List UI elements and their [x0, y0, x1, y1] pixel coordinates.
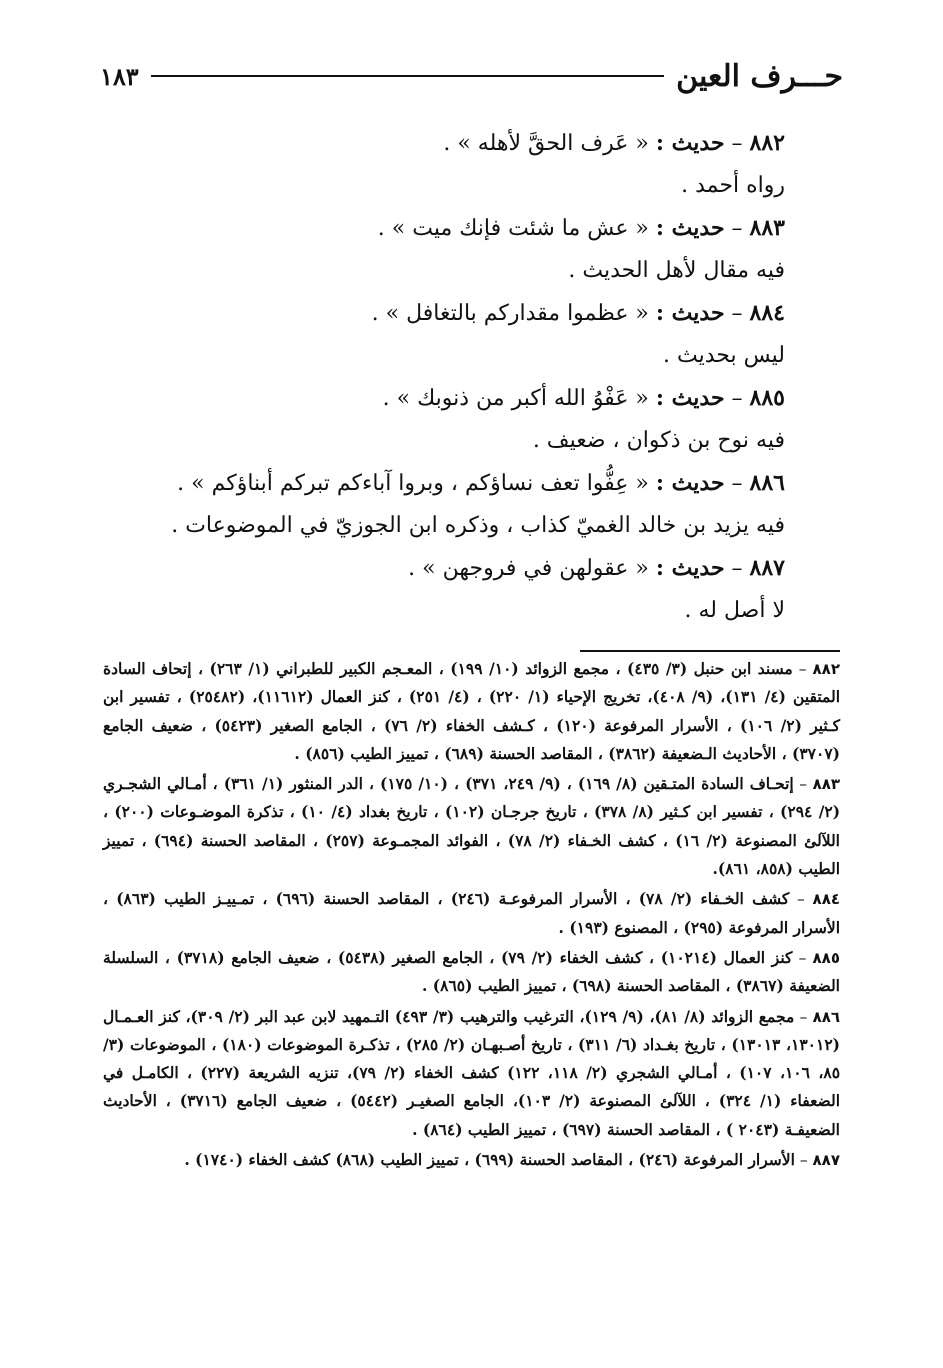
footnote: ٨٨٦ – مجمع الزوائد (٨/ ٨١)، (٩/ ١٢٩)، الترغيب والترهيب (٣/ ٤٩٣) التـمهيد لابن عبد البر (٢/ ٣٠٩)، كنز العـمـال (١٣٠١٢، ١٣٠١٣) ، تاريخ بغـداد (٦/ ٣١١) ، تاريخ أصـبهـان (٢/ ٢٨٥) ، تذكـرة الموضوعات (١٨٠) ، الموضوعات (٣/ ٨٥، ١٠٦، ١٠٧) ، أمـالي الشجري (٢/ ١١٨، ١٢٢) كشف الخفاء (٢/ ٧٩)، تنزيه الشريعة (٢٢٧) ، الكامـل في الضعفاء (١/ ٣٢٤) ، اللآلئ المصنوعة (٢/ ١٠٣)، الجامع الصغيـر (٥٤٤٢) ، ضعيف الجامع (٣٧١٦) ، الأحاديث الضعيفـة (٢٠٤٣ ) ، المقاصد الحسنة (٦٩٧) ، تمييز الطيب (٨٦٤) . — [103, 1006, 841, 1139]
entry-text: فيه يزيد بن خالد الغميّ كذاب ، وذكره ابن الجوزيّ في الموضوعات . — [171, 512, 785, 538]
entry-label: حديث : — [655, 300, 725, 326]
header-rule — [151, 75, 664, 77]
footnote: ٨٨٥ – كنز العمال (١٠٢١٤) ، كشف الخفاء (٢/ ٧٩) ، الجامع الصغير (٥٤٣٨) ، ضعيف الجامع (٣٧١٨) ، السلسلة الضعيفة (٣٨٦٧) ، المقاصد الحسنة (٦٩٨) ، تمييز الطيب (٨٦٥) . — [103, 947, 840, 996]
hadith-entries — [140, 122, 785, 632]
footnote-number: ٨٨٣ — [812, 775, 841, 794]
footnote: ٨٨٣ – إتحـاف السادة المتـقين (٨/ ١٦٩) ، (٩/ ٢٤٩، ٣٧١) ، (١٠/ ١٧٥) ، الدر المنثور (١/ ٣٦١) ، أمـالي الشجـري (٢/ ٢٩٤) ، تفسير ابن كـثير (٨/ ٣٧٨) ، تاريخ جرجـان (١٠٢) ، تاريخ بغداد (٤/ ١٠) ، تذكرة الموضـوعات (٢٠٠) ، اللآلئ المصنوعة (٢/ ١٦) ، كشف الخـفاء (٢/ ٧٨) ، الفوائد المجمـوعة (٢٥٧) ، المقاصد الحسنة (٦٩٤) ، تمييز الطيب (٨٥٨، ٨٦١). — [103, 774, 841, 879]
chapter-title: حـــرف العين — [676, 58, 843, 94]
entry-line: ٨٨٥ – حديث : « عَفْوُ الله أكبر من ذنوبك » . — [382, 385, 785, 411]
page-number: ١٨٣ — [100, 61, 139, 91]
entry-line: ٨٨٦ – حديث : « عِفُّوا تعف نساؤكم ، وبروا آباءكم تبركم أبناؤكم » . — [177, 470, 785, 496]
footnote-text: كنز العمال (١٠٢١٤) ، كشف الخفاء (٢/ ٧٩) ، الجامع الصغير (٥٤٣٨) ، ضعيف الجامع (٣٧١٨) ، السلسلة الضعيفة (٣٨٦٧) ، المقاصد الحسنة (٦٩٨) ، تمييز الطيب (٨٦٥) . — [103, 947, 840, 996]
footnote-text: إتحـاف السادة المتـقين (٨/ ١٦٩) ، (٩/ ٢٤٩، ٣٧١) ، (١٠/ ١٧٥) ، الدر المنثور (١/ ٣٦١) ، أمـالي الشجـري (٢/ ٢٩٤) ، تفسير ابن كـثير (٨/ ٣٧٨) ، تاريخ جرجـان (١٠٢) ، تاريخ بغداد (٤/ ١٠) ، تذكرة الموضـوعات (٢٠٠) ، اللآلئ المصنوعة (٢/ ١٦) ، كشف الخـفاء (٢/ ٧٨) ، الفوائد المجمـوعة (٢٥٧) ، المقاصد الحسنة (٦٩٤) ، تمييز الطيب (٨٥٨، ٨٦١). — [103, 774, 841, 879]
entry-number: ٨٨٦ — [749, 470, 785, 496]
footnote: ٨٨٢ – مسند ابن حنبل (٣/ ٤٣٥) ، مجمع الزوائد (١٠/ ١٩٩) ، المعـجم الكبير للطبراني (١/ ٢٦٣) ، إتحاف السادة المتقين (٤/ ١٣١)، (٩/ ٤٠٨)، تخريج الإحياء (١/ ٢٢٠) ، (٤/ ٢٥١) ، كنز العمال (١١٦١٢)، (٢٥٤٨٢) ، تفسير ابن كـثير (٢/ ١٠٦) ، الأسرار المرفوعة (١٢٠) ، كـشف الخفاء (٢/ ٧٦) ، الجامع الصغير (٥٤٢٣) ، ضعيف الجامع (٣٧٠٧) ، الأحاديث الـضعيفة (٣٨٦٢) ، المقاصد الحسنة (٦٨٩) ، تمييز الطيب (٨٥٦) . — [103, 659, 841, 763]
entry-label: حديث : — [655, 130, 725, 156]
footnote: ٨٨٧ – الأسرار المرفوعة (٢٤٦) ، المقاصد الحسنة (٦٩٩) ، تمييز الطيب (٨٦٨) كشف الخفاء (١٧٤٠) . — [184, 1150, 840, 1170]
footnote-number: ٨٨٦ — [812, 1007, 841, 1026]
entry-label: حديث : — [655, 555, 725, 581]
entry-line: ٨٨٢ – حديث : « عَرف الحقَّ لأهله » . — [443, 130, 785, 156]
footnote-number: ٨٨٧ — [812, 1151, 840, 1170]
footnote-text: كشف الخـفاء (٢/ ٧٨) ، الأسرار المرفوعـة (٢٤٦) ، المقاصد الحسنة (٦٩٦) ، تمـييـز الطيب (٨٦٣) ، الأسرار المرفوعة (٢٩٥) ، المصنوع (١٩٣) . — [103, 889, 840, 937]
entry-text: ليس بحديث . — [663, 342, 785, 368]
entry-line: ٨٨٤ – حديث : « عظموا مقداركم بالتغافل » . — [371, 300, 785, 326]
footnotes — [103, 655, 840, 1174]
entry-text: فيه مقال لأهل الحديث . — [568, 257, 785, 283]
footnote: ٨٨٤ – كشف الخـفاء (٢/ ٧٨) ، الأسرار المرفوعـة (٢٤٦) ، المقاصد الحسنة (٦٩٦) ، تمـييـز الطيب (٨٦٣) ، الأسرار المرفوعة (٢٩٥) ، المصنوع (١٩٣) . — [103, 889, 841, 937]
entry-label: حديث : — [655, 215, 725, 241]
entry-comment — [140, 505, 785, 548]
entry-number: ٨٨٧ — [749, 555, 785, 581]
footnote-number: ٨٨٢ — [812, 660, 840, 678]
entry-number: ٨٨٤ — [749, 300, 785, 326]
entry-comment — [140, 250, 785, 293]
entry-text: « عش ما شئت فإنك ميت » . — [377, 216, 656, 241]
entry-text: لا أصل له . — [684, 597, 785, 623]
entry-line: ٨٨٧ – حديث : « عقولهن في فروجهن » . — [408, 555, 785, 581]
footnote-number: ٨٨٤ — [812, 890, 841, 909]
footnote-text: مجمع الزوائد (٨/ ٨١)، (٩/ ١٢٩)، الترغيب والترهيب (٣/ ٤٩٣) التـمهيد لابن عبد البر (٢/ ٣٠٩)، كنز العـمـال (١٣٠١٢، ١٣٠١٣) ، تاريخ بغـداد (٦/ ٣١١) ، تاريخ أصـبهـان (٢/ ٢٨٥) ، تذكـرة الموضوعات (١٨٠) ، الموضوعات (٣/ ٨٥، ١٠٦، ١٠٧) ، أمـالي الشجري (٢/ ١١٨، ١٢٢) كشف الخفاء (٢/ ٧٩)، تنزيه الشريعة (٢٢٧) ، الكامـل في الضعفاء (١/ ٣٢٤) ، اللآلئ المصنوعة (٢/ ١٠٣)، الجامع الصغيـر (٥٤٤٢) ، ضعيف الجامع (٣٧١٦) ، الأحاديث الضعيفـة (٢٠٤٣ ) ، المقاصد الحسنة (٦٩٧) ، تمييز الطيب (٨٦٤) . — [103, 1006, 841, 1139]
footnote-separator — [580, 650, 840, 652]
entry-text: « عِفُّوا تعف نساؤكم ، وبروا آباءكم تبركم أبناؤكم » . — [177, 471, 656, 496]
page-header — [100, 56, 843, 96]
entry-text: « عَفْوُ الله أكبر من ذنوبك » . — [382, 386, 656, 411]
footnote-text: مسند ابن حنبل (٣/ ٤٣٥) ، مجمع الزوائد (١٠/ ١٩٩) ، المعـجم الكبير للطبراني (١/ ٢٦٣) ، إتحاف السادة المتقين (٤/ ١٣١)، (٩/ ٤٠٨)، تخريج الإحياء (١/ ٢٢٠) ، (٤/ ٢٥١) ، كنز العمال (١١٦١٢)، (٢٥٤٨٢) ، تفسير ابن كـثير (٢/ ١٠٦) ، الأسرار المرفوعة (١٢٠) ، كـشف الخفاء (٢/ ٧٦) ، الجامع الصغير (٥٤٢٣) ، ضعيف الجامع (٣٧٠٧) ، الأحاديث الـضعيفة (٣٨٦٢) ، المقاصد الحسنة (٦٨٩) ، تمييز الطيب (٨٥٦) . — [103, 659, 841, 763]
footnote-number: ٨٨٥ — [812, 948, 840, 967]
entry-label: حديث : — [655, 470, 725, 496]
entry-text: « عقولهن في فروجهن » . — [408, 556, 656, 581]
entry-number: ٨٨٥ — [749, 385, 785, 411]
entry-comment — [140, 590, 785, 633]
entry-text: « عَرف الحقَّ لأهله » . — [443, 131, 656, 156]
entry-number: ٨٨٢ — [749, 130, 785, 156]
entry-text: « عظموا مقداركم بالتغافل » . — [371, 301, 656, 326]
entry-comment — [140, 420, 785, 463]
entry-comment — [140, 335, 785, 378]
footnote-text: الأسرار المرفوعة (٢٤٦) ، المقاصد الحسنة (٦٩٩) ، تمييز الطيب (٨٦٨) كشف الخفاء (١٧٤٠) . — [184, 1150, 795, 1170]
entry-label: حديث : — [655, 385, 725, 411]
entry-number: ٨٨٣ — [749, 215, 785, 241]
entry-text: رواه أحمد . — [681, 172, 785, 198]
entry-text: فيه نوح بن ذكوان ، ضعيف . — [532, 427, 785, 453]
entry-comment — [140, 165, 785, 208]
entry-line: ٨٨٣ – حديث : « عش ما شئت فإنك ميت » . — [377, 215, 785, 241]
